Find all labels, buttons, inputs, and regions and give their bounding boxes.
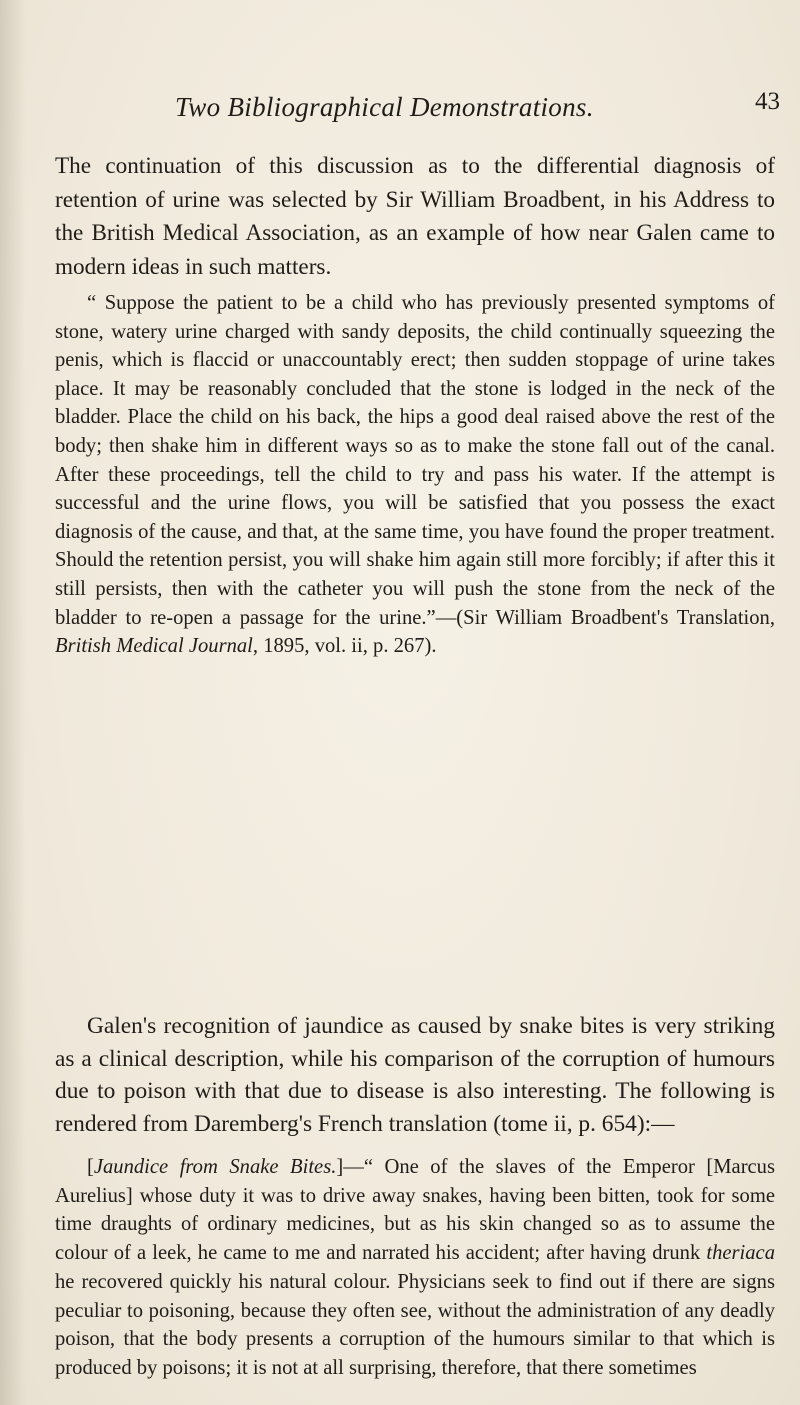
paragraph-intro: The continuation of this discussion as to the differential diagnosis of retention of urine was selected by Sir William Broadbent, in his Address to the British Medical Association, as an example of how near Galen came to modern ideas in such matters.: [55, 153, 775, 280]
spine-shadow: [0, 0, 26, 1405]
page-number: 43: [755, 88, 780, 115]
quote-text: “ Suppose the patient to be a child who has previously presented symptoms of stone, watery urine charged with sandy deposits, the child continually squeezing the penis, which is flaccid or unaccountably erect; then sudden stoppage of urine takes place. It may be reasonably concluded that the stone is lodged in the neck of the bladder. Place the child on his back, the hips a good deal raised above the rest of the body; then shake him in different ways so as to make the stone fall out of the canal. After these proceedings, tell the child to try and pass his water. If the attempt is successful and the urine flows, you will be satisfied that you possess the exact diagnosis of the cause, and that, at the same time, you have found the proper treatment. Should the retention persist, you will shake him again still more forcibly; if after this it still persists, then with the catheter you will push the stone from the neck of the bladder to re-open a passage for the urine.”—(Sir William Broadbent's Translation,: [55, 292, 775, 629]
paragraph-broadbent-quote: [55, 289, 775, 661]
snake-text-a: —“ One of the slaves of the Emperor [Marcus Aurelius] whose duty it was to drive away snakes, having been bitten, took for some time draughts of ordinary medicines, but as his skin changed so as to assume the colour of a leek, he came to me and narrated his accident; after having drunk: [55, 1156, 775, 1265]
snake-text-b: he recovered quickly his natural colour. Physicians seek to find out if there are signs peculiar to poisoning, because they often see, without the administration of any deadly poison, that the body presents a corruption of the humours similar to that which is produced by poisons; it is not at all surprising, therefore, that there sometimes: [55, 1270, 775, 1379]
open-bracket: [: [87, 1156, 94, 1178]
section-heading: Jaundice from Snake Bites.: [93, 1156, 337, 1178]
paragraph-jaundice-intro: Galen's recognition of jaundice as caused by snake bites is very striking as a clinical description, while his comparison of the corruption of humours due to poison with that due to disease is also interesting. The following is rendered from Daremberg's French translation (tome ii, p. 654):—: [55, 1013, 775, 1137]
paragraph-snake-bites: [55, 1153, 775, 1383]
citation-tail: , 1895, vol. ii, p. 267).: [252, 635, 437, 658]
running-head: Two Bibliographical Demonstrations.: [175, 92, 594, 122]
close-bracket: ]: [336, 1156, 344, 1178]
journal-title: British Medical Journal: [55, 635, 253, 658]
theriaca-term: theriaca: [706, 1242, 775, 1265]
